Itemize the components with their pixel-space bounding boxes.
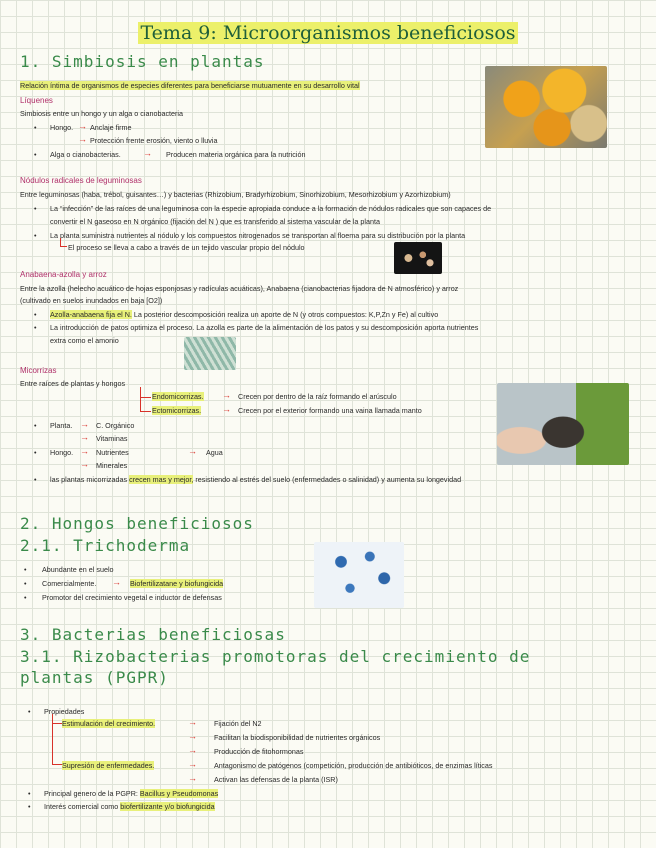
lichen-photo bbox=[485, 66, 607, 148]
endo-desc: Crecen por dentro de la raíz formando el arúsculo bbox=[238, 392, 397, 401]
section-3-heading: 3. Bacterias beneficiosas bbox=[20, 625, 286, 644]
bullet: • bbox=[34, 204, 37, 213]
estim-fijacion: Fijación del N2 bbox=[214, 719, 262, 728]
bullet: • bbox=[34, 475, 37, 484]
section-3-1-heading-cont: plantas (PGPR) bbox=[20, 668, 169, 687]
arrow-icon: → bbox=[222, 390, 231, 400]
nodule-photo bbox=[394, 242, 442, 274]
bullet: • bbox=[34, 323, 37, 332]
arrow-icon: → bbox=[188, 731, 197, 741]
bullet: • bbox=[34, 150, 37, 159]
hongo-minerales: Minerales bbox=[96, 461, 128, 470]
azolla-line2: (cultivado en suelos inundados en baja [O2]) bbox=[20, 296, 163, 305]
supresion-label: Supresión de enfermedades. bbox=[62, 761, 155, 770]
azolla-subheading: Anabaena-azolla y arroz bbox=[20, 270, 107, 279]
azolla-b2: La introducción de patos optimiza el proceso. La azolla es parte de la alimentación de los patos y su descomposición aporta nutrientes bbox=[50, 323, 479, 332]
arrow-icon: → bbox=[78, 121, 87, 131]
arrow-icon: → bbox=[188, 745, 197, 755]
arrow-icon: → bbox=[78, 134, 87, 144]
bullet: • bbox=[34, 123, 37, 132]
liquenes-anclaje: Anclaje firme bbox=[90, 123, 132, 132]
micorrizas-subheading: Micorrizas bbox=[20, 366, 57, 375]
hongo-nutrientes: Nutrientes bbox=[96, 448, 129, 457]
planta-label: Planta. bbox=[50, 421, 73, 430]
page-title: Tema 9: Microorganismos beneficiosos bbox=[140, 22, 516, 44]
arrow-icon: → bbox=[80, 446, 89, 456]
micorrizas-line: Entre raíces de plantas y hongos bbox=[20, 379, 126, 388]
nodulos-b2a: El proceso se lleva a cabo a través de un tejido vascular propio del nódulo bbox=[68, 243, 305, 252]
section-3-1-heading: 3.1. Rizobacterias promotoras del crecimiento de bbox=[20, 647, 531, 666]
nodulos-line: Entre leguminosas (haba, trébol, guisantes…) y bacterias (Rhizobium, Bradyrhizobium, Sinorhizobium, Mesorhizobium y Azorhizobium) bbox=[20, 190, 451, 199]
hongo-label: Hongo. bbox=[50, 448, 74, 457]
bullet: • bbox=[34, 421, 37, 430]
azolla-line1: Entre la azolla (helecho acuático de hojas esponjosas y radículas acuáticas), Anabaena (cianobacterias fijadora de N atmosférico) y arroz bbox=[20, 284, 459, 293]
trichoderma-b1: Abundante en el suelo bbox=[42, 565, 114, 574]
liquenes-materia: Producen materia orgánica para la nutrición bbox=[166, 150, 306, 159]
liquenes-subheading: Líquenes bbox=[20, 96, 53, 105]
estimulacion-label: Estimulación del crecimiento. bbox=[62, 719, 156, 728]
propiedades-label: Propiedades bbox=[44, 707, 85, 716]
arrow-icon: → bbox=[112, 577, 121, 587]
arrow-icon: → bbox=[80, 459, 89, 469]
nodulos-b1: La “infección” de las raíces de una leguminosa con la especie apropiada conduce a la formación de nódulos radicales que son capaces de bbox=[50, 204, 492, 213]
arrow-icon: → bbox=[80, 419, 89, 429]
planta-vitaminas: Vitaminas bbox=[96, 434, 128, 443]
section-2-1-heading: 2.1. Trichoderma bbox=[20, 536, 191, 555]
bullet: • bbox=[34, 310, 37, 319]
hongo-agua: Agua bbox=[206, 448, 223, 457]
arrow-icon: → bbox=[80, 432, 89, 442]
arrow-icon: → bbox=[188, 446, 197, 456]
estim-biodisponibilidad: Facilitan la biodisponibilidad de nutrientes orgánicos bbox=[214, 733, 381, 742]
estim-fitohormonas: Producción de fitohormonas bbox=[214, 747, 304, 756]
azolla-b1: Azolla-anabaena fija el N. La posterior descomposición realiza un aporte de N (y otros compuestos: K,P,Zn y Fe) al cultivo bbox=[50, 310, 439, 319]
bracket-line bbox=[140, 387, 151, 398]
liquenes-line: Simbiosis entre un hongo y un alga o cianobacteria bbox=[20, 109, 184, 118]
nodulos-b1b: convertir el N gaseoso en N orgánico (fijación del N ) que es transferido al sistema vascular de la planta bbox=[50, 217, 380, 226]
nodulos-b2: La planta suministra nutrientes al nódulo y los compuestos nitrogenados se transportan al floema para su distribución por la planta bbox=[50, 231, 466, 240]
arrow-icon: → bbox=[188, 717, 197, 727]
arrow-icon: → bbox=[188, 759, 197, 769]
nodulos-subheading: Nódulos radicales de leguminosas bbox=[20, 176, 142, 185]
root-photo bbox=[497, 383, 629, 465]
liquenes-alga: Alga o cianobacterias. bbox=[50, 150, 121, 159]
planta-carbono: C. Orgánico bbox=[96, 421, 135, 430]
bracket-line bbox=[60, 238, 67, 247]
arrow-icon: → bbox=[143, 148, 152, 158]
bullet: • bbox=[34, 231, 37, 240]
arrow-icon: → bbox=[222, 404, 231, 414]
endo-label: Endomicorrizas. bbox=[152, 392, 204, 401]
trichoderma-b2: Comercialmente. bbox=[42, 579, 97, 588]
ecto-label: Ectomicorrizas. bbox=[152, 406, 202, 415]
azolla-b2b: extra como el amonio bbox=[50, 336, 119, 345]
bullet: • bbox=[28, 707, 31, 716]
pgpr-interes: Interés comercial como biofertilizante y/o biofungicida bbox=[44, 802, 215, 811]
intro-text: Relación íntima de organismos de especies diferentes para beneficiarse mutuamente en su desarrollo vital bbox=[20, 81, 360, 90]
section-1-heading: 1. Simbiosis en plantas bbox=[20, 52, 265, 71]
supr-isr: Activan las defensas de la planta (ISR) bbox=[214, 775, 338, 784]
arrow-icon: → bbox=[188, 773, 197, 783]
section-2-heading: 2. Hongos beneficiosos bbox=[20, 514, 254, 533]
liquenes-hongo: Hongo. bbox=[50, 123, 74, 132]
trichoderma-photo bbox=[314, 542, 404, 608]
bullet: • bbox=[34, 448, 37, 457]
trichoderma-b3: Promotor del crecimiento vegetal e inductor de defensas bbox=[42, 593, 222, 602]
bullet: • bbox=[24, 565, 27, 574]
bullet: • bbox=[28, 802, 31, 811]
micorrizas-benefits: las plantas micorrizadas crecen mas y mejor, resistiendo al estrés del suelo (enfermedades o salinidad) y aumenta su longevidad bbox=[50, 475, 462, 484]
trichoderma-b2hl: Biofertilizatane y biofungicida bbox=[130, 579, 224, 588]
supr-antagonismo: Antagonismo de patógenos (competición, producción de antibióticos, de enzimas líticas bbox=[214, 761, 493, 770]
bullet: • bbox=[28, 789, 31, 798]
azolla-photo bbox=[184, 337, 236, 370]
bullet: • bbox=[24, 579, 27, 588]
ecto-desc: Crecen por el exterior formando una vaina llamada manto bbox=[238, 406, 422, 415]
pgpr-genero: Principal genero de la PGPR: Bacillus y Pseudomonas bbox=[44, 789, 219, 798]
bullet: • bbox=[24, 593, 27, 602]
liquenes-proteccion: Protección frente erosión, viento o lluvia bbox=[90, 136, 218, 145]
